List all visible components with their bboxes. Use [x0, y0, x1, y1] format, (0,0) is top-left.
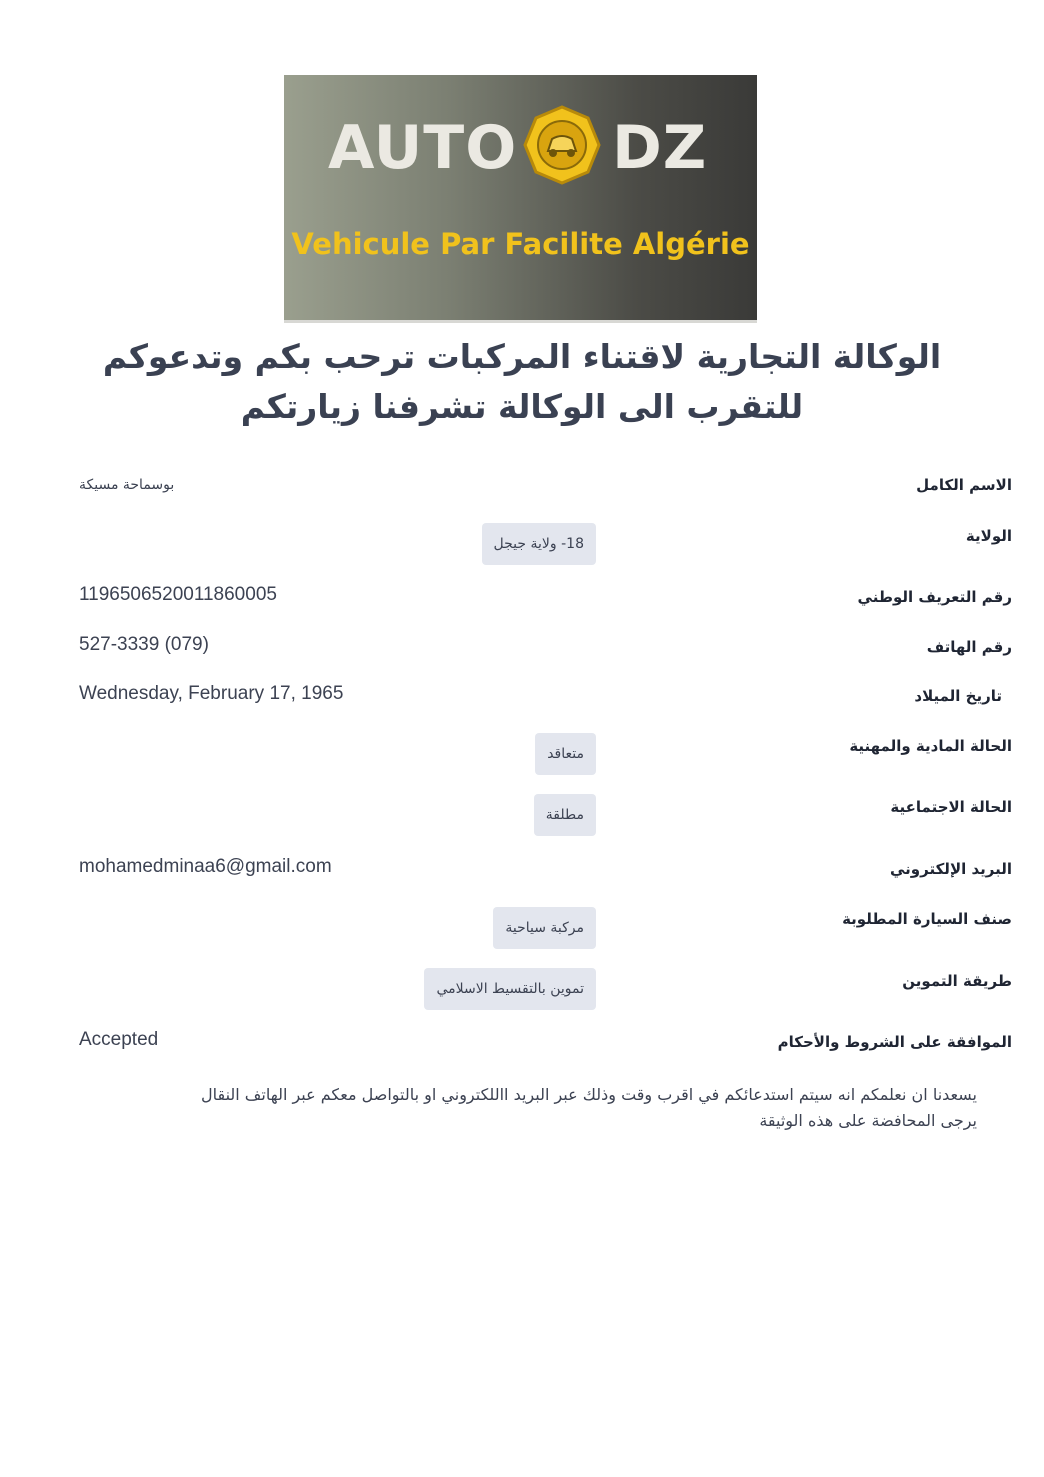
birth-date-value: Wednesday, February 17, 1965: [79, 683, 344, 704]
terms-label: الموافقة على الشروط والأحكام: [777, 1033, 1012, 1051]
vehicle-type-label: صنف السيارة المطلوبة: [842, 910, 1012, 928]
logo-brand-left: AUTO: [328, 113, 518, 183]
brand-logo: [284, 75, 757, 323]
full-name-value: بوسماحة مسيكة: [79, 477, 175, 493]
page-title: الوكالة التجارية لاقتناء المركبات ترحب بكم وتدعوكم للتقرب الى الوكالة تشرفنا زيارتكم: [102, 337, 942, 426]
footer-line-2: يرجى المحافضة على هذه الوثيقة: [759, 1111, 977, 1130]
logo-tagline: Vehicule Par Facilite Algérie: [291, 227, 750, 261]
national-id-label: رقم التعريف الوطني: [857, 588, 1012, 606]
professional-status-value: متعاقد: [547, 746, 584, 762]
marital-status-label: الحالة الاجتماعية: [890, 798, 1012, 816]
vehicle-type-chip: [493, 907, 596, 949]
vehicle-type-value: مركبة سياحية: [505, 920, 584, 936]
wilaya-chip: [482, 523, 596, 565]
phone-value: 527-3339 (079): [79, 634, 209, 655]
full-name-label: الاسم الكامل: [916, 476, 1012, 494]
phone-label: رقم الهاتف: [926, 638, 1012, 656]
professional-status-label: الحالة المادية والمهنية: [849, 737, 1012, 755]
professional-status-chip: [535, 733, 596, 775]
national-id-value: 119650652001186000‏5: [79, 584, 277, 605]
financing-chip: [424, 968, 596, 1010]
terms-value: Accepted: [79, 1029, 159, 1050]
wilaya-value: 18- ولاية جيجل: [493, 536, 584, 552]
financing-value: تموين بالتقسيط الاسلامي: [436, 981, 584, 997]
marital-status-value: مطلقة: [545, 807, 584, 823]
footer-line-1: يسعدنا ان نعلمكم انه سيتم استدعائكم في اقرب وقت وذلك عبر البريد االلكتروني او بالتواصل معكم عبر الهاتف النقال: [200, 1085, 977, 1104]
birth-date-label: تاريخ الميلاد: [914, 687, 1002, 705]
financing-label: طريقة التموين: [902, 972, 1012, 990]
email-value: mohamedminaa6@gmail.com: [79, 856, 332, 877]
car-emblem-icon: [522, 105, 602, 185]
footer-note: [100, 1082, 977, 1134]
wilaya-label: الولاية: [965, 527, 1012, 545]
email-label: البريد الإلكتروني: [890, 860, 1012, 878]
marital-status-chip: [534, 794, 596, 836]
logo-brand-right: DZ: [612, 113, 708, 183]
